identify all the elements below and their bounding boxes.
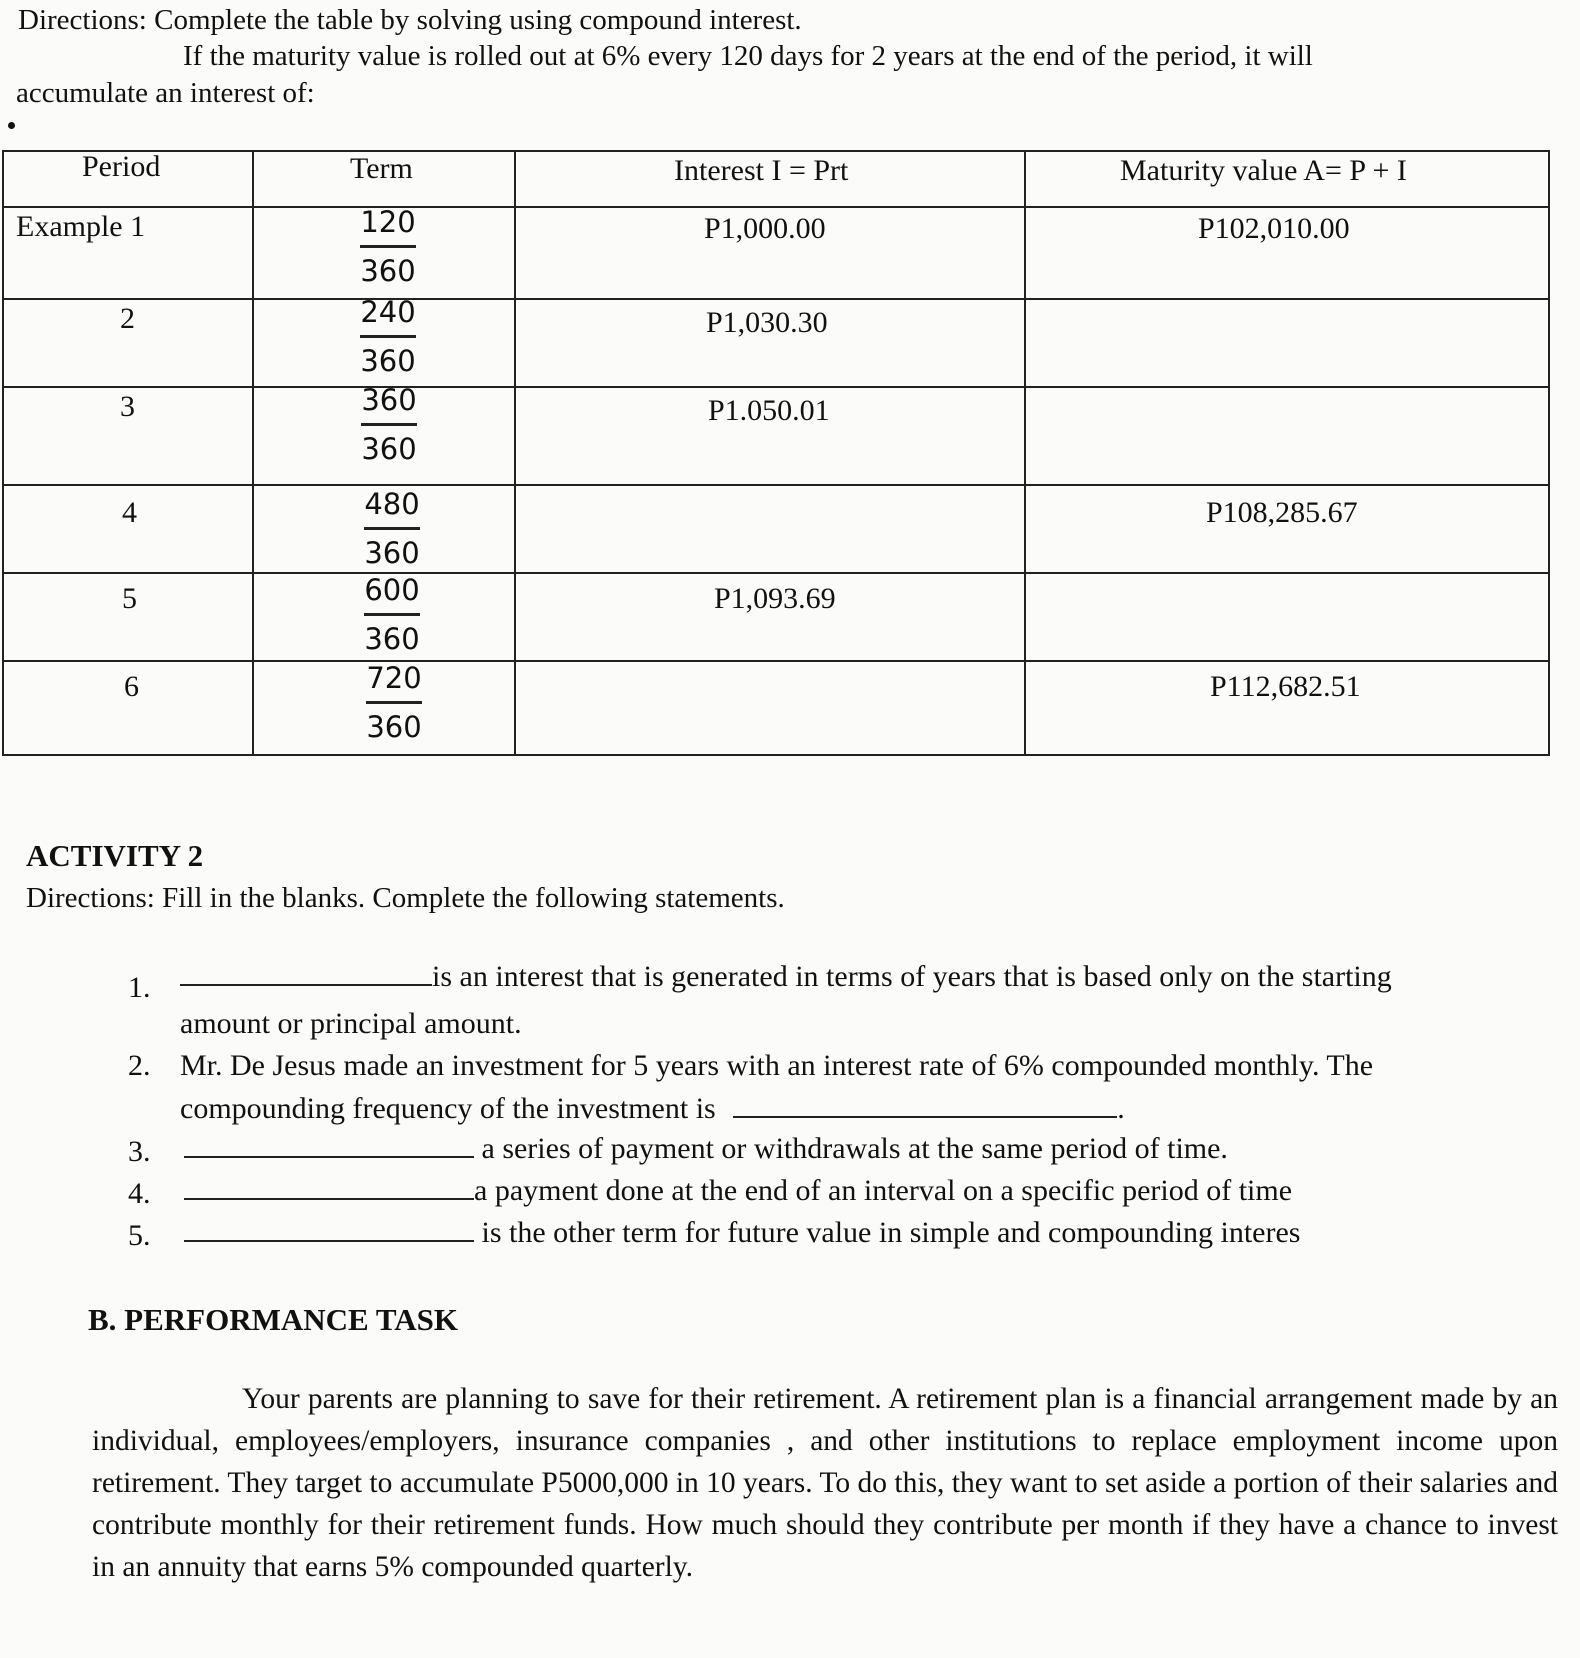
term-numerator: 480	[364, 487, 420, 521]
list-item	[184, 1130, 1228, 1167]
directions-line-3: accumulate an interest of:	[16, 77, 315, 109]
term-denominator: 360	[361, 432, 417, 466]
item-number: 1.	[128, 971, 151, 1004]
table-border	[2, 572, 1550, 574]
item-number: 5.	[128, 1219, 151, 1252]
term-fraction	[357, 380, 421, 469]
list-item	[180, 958, 1392, 995]
item-number: 4.	[128, 1177, 151, 1210]
table-border	[2, 298, 1550, 300]
interest-cell: P1,093.69	[714, 582, 836, 615]
table-border	[514, 150, 516, 756]
item-text: a series of payment or withdrawals at the same period of time.	[481, 1132, 1228, 1165]
list-item	[184, 1214, 1300, 1251]
item-text-continued: compounding frequency of the investment is	[180, 1092, 716, 1125]
fraction-bar	[361, 423, 417, 426]
table-border	[2, 150, 1550, 152]
term-denominator: 360	[360, 254, 416, 288]
paragraph-text: Your parents are planning to save for their retirement. A retirement plan is a financial arrangement made by an individual, employees/employers, insurance companies , and other institutions to replace employment income upon retirement. They target to accumulate P5000,000 in 10 years. To do this, they want to set aside a portion of their salaries and contribute monthly for their retirement funds. How much should they contribute per month if they have a chance to invest in an annuity that earns 5% compounded quarterly.	[92, 1383, 1559, 1583]
list-item	[184, 1172, 1292, 1209]
table-border	[2, 150, 4, 756]
term-numerator: 360	[361, 383, 417, 417]
fraction-bar	[364, 527, 420, 530]
answer-blank[interactable]	[184, 1130, 474, 1158]
fraction-bar	[360, 245, 416, 248]
activity-directions: Directions: Fill in the blanks. Complete the following statements.	[26, 882, 785, 914]
header-term: Term	[350, 152, 413, 185]
term-fraction	[360, 484, 424, 573]
item-text-continued: amount or principal amount.	[180, 1007, 522, 1040]
answer-blank[interactable]	[184, 1214, 474, 1242]
item-end-period: .	[1117, 1092, 1125, 1125]
directions-text: Complete the table by solving using compound interest.	[154, 4, 802, 36]
table-border	[252, 150, 254, 756]
term-denominator: 360	[364, 536, 420, 570]
answer-blank[interactable]	[180, 958, 432, 986]
period-cell: 6	[124, 670, 139, 703]
header-period: Period	[82, 150, 161, 183]
activity-title: ACTIVITY 2	[26, 838, 204, 873]
table-border	[2, 660, 1550, 662]
term-fraction	[360, 570, 424, 659]
period-cell: Example 1	[16, 210, 146, 243]
answer-blank[interactable]	[184, 1172, 474, 1200]
fraction-bar	[360, 335, 416, 338]
term-fraction	[362, 658, 426, 747]
item-text: Mr. De Jesus made an investment for 5 years with an interest rate of 6% compounded monthly. The	[180, 1049, 1374, 1082]
term-fraction	[356, 202, 420, 291]
term-fraction	[356, 292, 420, 381]
table-border	[2, 386, 1550, 388]
bullet-dot	[8, 122, 15, 129]
directions-line	[18, 2, 802, 38]
term-numerator: 720	[366, 661, 422, 695]
fraction-bar	[364, 613, 420, 616]
item-text: is an interest that is generated in terms of years that is based only on the starting	[432, 960, 1392, 993]
term-numerator: 600	[364, 573, 420, 607]
item-text: is the other term for future value in simple and compounding interes	[481, 1216, 1301, 1249]
table-border	[1548, 150, 1550, 756]
period-cell: 5	[122, 582, 137, 615]
performance-task-paragraph	[92, 1378, 1558, 1588]
maturity-cell: P102,010.00	[1198, 212, 1350, 245]
list-item	[180, 1090, 1125, 1127]
interest-cell: P1,030.30	[706, 306, 828, 339]
table-border	[2, 754, 1550, 756]
term-denominator: 360	[366, 710, 422, 744]
table-border	[2, 206, 1550, 208]
directions-label: Directions:	[18, 4, 147, 36]
performance-task-title: B. PERFORMANCE TASK	[88, 1302, 459, 1337]
directions-line-2: If the maturity value is rolled out at 6% every 120 days for 2 years at the end of the period, it will	[183, 40, 1313, 72]
table-border	[2, 484, 1550, 486]
period-cell: 2	[120, 302, 135, 335]
term-denominator: 360	[360, 344, 416, 378]
interest-cell: P1,000.00	[704, 212, 826, 245]
period-cell: 4	[122, 496, 137, 529]
term-numerator: 120	[360, 205, 416, 239]
answer-blank[interactable]	[733, 1090, 1117, 1118]
item-number: 3.	[128, 1135, 151, 1168]
item-text: a payment done at the end of an interval on a specific period of time	[474, 1174, 1293, 1207]
maturity-cell: P108,285.67	[1206, 496, 1358, 529]
fraction-bar	[366, 701, 422, 704]
term-numerator: 240	[360, 295, 416, 329]
maturity-cell: P112,682.51	[1210, 670, 1361, 703]
period-cell: 3	[120, 390, 135, 423]
term-denominator: 360	[364, 622, 420, 656]
interest-cell: P1.050.01	[708, 394, 830, 427]
item-number: 2.	[128, 1049, 151, 1082]
header-maturity: Maturity value A= P + I	[1120, 154, 1407, 187]
table-border	[1024, 150, 1026, 756]
compound-interest-table	[2, 150, 1550, 756]
header-interest: Interest I = Prt	[674, 154, 849, 187]
